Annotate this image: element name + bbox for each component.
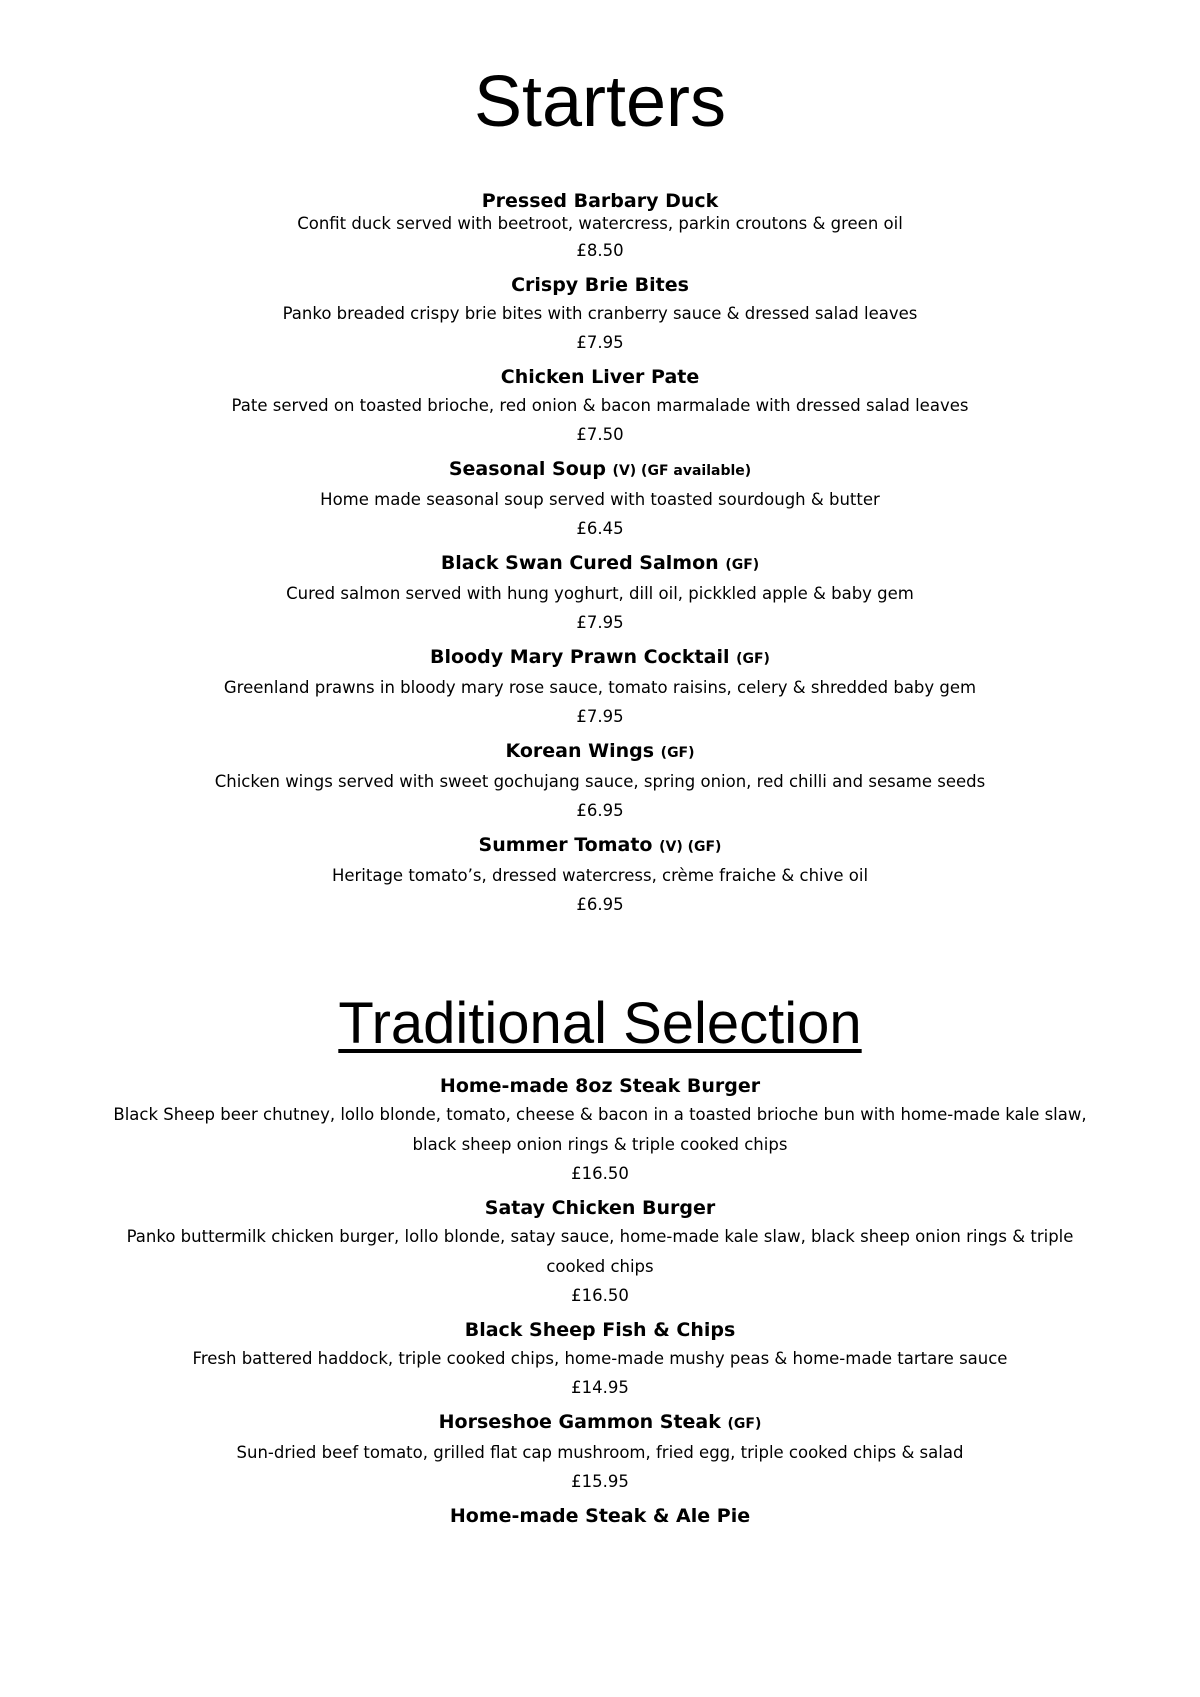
item-name: [100, 458, 1100, 483]
item-description: Sun-dried beef tomato, grilled flat cap mushroom, fried egg, triple cooked chips & salad: [236, 1443, 964, 1462]
menu-item: [100, 458, 1100, 543]
item-price: £7.95: [576, 333, 624, 352]
item-name: [100, 646, 1100, 671]
menu-item: [100, 834, 1100, 919]
item-name-text: Summer Tomato: [478, 834, 653, 856]
menu-item: [100, 1197, 1100, 1310]
item-price: £7.95: [576, 707, 624, 726]
item-name-text: Pressed Barbary Duck: [481, 190, 719, 212]
starters-list: [100, 190, 1100, 919]
item-name-text: Korean Wings: [505, 740, 655, 762]
traditional-selection-heading: [0, 991, 1200, 1056]
item-name: [100, 1075, 1100, 1098]
item-description: Pate served on toasted brioche, red onion & bacon marmalade with dressed salad leaves: [231, 396, 969, 415]
menu-item: [100, 274, 1100, 357]
item-price: £16.50: [571, 1286, 629, 1305]
item-price: £8.50: [576, 241, 624, 260]
item-name: [100, 274, 1100, 297]
dietary-tag: (GF): [725, 557, 760, 573]
item-price: £16.50: [571, 1164, 629, 1183]
item-name-text: Crispy Brie Bites: [511, 274, 689, 296]
item-name: [100, 1411, 1100, 1436]
menu-item: [100, 1075, 1100, 1188]
item-price: £6.95: [576, 801, 624, 820]
item-price: £7.95: [576, 613, 624, 632]
item-name: [100, 1197, 1100, 1220]
dietary-tag: (GF): [727, 1416, 762, 1432]
dietary-tag: (V) (GF available): [612, 463, 752, 479]
dietary-tag: (GF): [736, 651, 770, 667]
item-description: Confit duck served with beetroot, watercress, parkin croutons & green oil: [297, 214, 903, 233]
item-price: £14.95: [571, 1378, 629, 1397]
item-name-text: Black Sheep Fish & Chips: [464, 1319, 736, 1341]
item-name-text: Horseshoe Gammon Steak: [438, 1411, 721, 1433]
item-description: Panko buttermilk chicken burger, lollo blonde, satay sauce, home-made kale slaw, black sheep onion rings & triple cooked chips: [126, 1227, 1074, 1276]
menu-item: [100, 552, 1100, 637]
item-name: [100, 834, 1100, 859]
menu-item: [100, 740, 1100, 825]
item-description: Chicken wings served with sweet gochujang sauce, spring onion, red chilli and sesame seeds: [214, 772, 986, 791]
item-name: [100, 1505, 1100, 1528]
item-name: [100, 190, 1100, 213]
item-price: £7.50: [576, 425, 624, 444]
item-description: Greenland prawns in bloody mary rose sauce, tomato raisins, celery & shredded baby gem: [223, 678, 977, 697]
item-price: £6.45: [576, 519, 624, 538]
item-description: Panko breaded crispy brie bites with cranberry sauce & dressed salad leaves: [282, 304, 918, 323]
menu-item: [100, 1505, 1100, 1528]
item-name-text: Black Swan Cured Salmon: [440, 552, 719, 574]
item-description: Fresh battered haddock, triple cooked chips, home-made mushy peas & home-made tartare sauce: [192, 1349, 1008, 1368]
item-description: Heritage tomato’s, dressed watercress, crème fraiche & chive oil: [331, 866, 869, 885]
item-name-text: Home-made 8oz Steak Burger: [439, 1075, 761, 1097]
item-description: Home made seasonal soup served with toasted sourdough & butter: [320, 490, 880, 509]
item-description: Cured salmon served with hung yoghurt, dill oil, pickkled apple & baby gem: [286, 584, 914, 603]
dietary-tag: (V) (GF): [659, 839, 722, 855]
item-name: [100, 366, 1100, 389]
item-name-text: Bloody Mary Prawn Cocktail: [430, 646, 730, 668]
item-name: [100, 552, 1100, 577]
item-name: [100, 1319, 1100, 1342]
traditional-list: [100, 1075, 1100, 1528]
starters-heading: Starters: [473, 62, 727, 142]
item-name: [100, 740, 1100, 765]
menu-item: [100, 1411, 1100, 1496]
item-description: Black Sheep beer chutney, lollo blonde, tomato, cheese & bacon in a toasted brioche bun with home-made kale slaw, black sheep onion rings & triple cooked chips: [113, 1105, 1087, 1154]
item-name-text: Home-made Steak & Ale Pie: [449, 1505, 751, 1527]
menu-item: [100, 366, 1100, 449]
dietary-tag: (GF): [660, 745, 695, 761]
menu-item: [100, 1319, 1100, 1402]
item-price: £15.95: [571, 1472, 629, 1491]
traditional-selection-heading-text: Traditional Selection: [338, 991, 862, 1056]
item-name-text: Chicken Liver Pate: [500, 366, 700, 388]
item-name-text: Seasonal Soup: [448, 458, 606, 480]
menu-item: [100, 646, 1100, 731]
item-name-text: Satay Chicken Burger: [484, 1197, 716, 1219]
item-price: £6.95: [576, 895, 624, 914]
menu-item: [100, 190, 1100, 265]
